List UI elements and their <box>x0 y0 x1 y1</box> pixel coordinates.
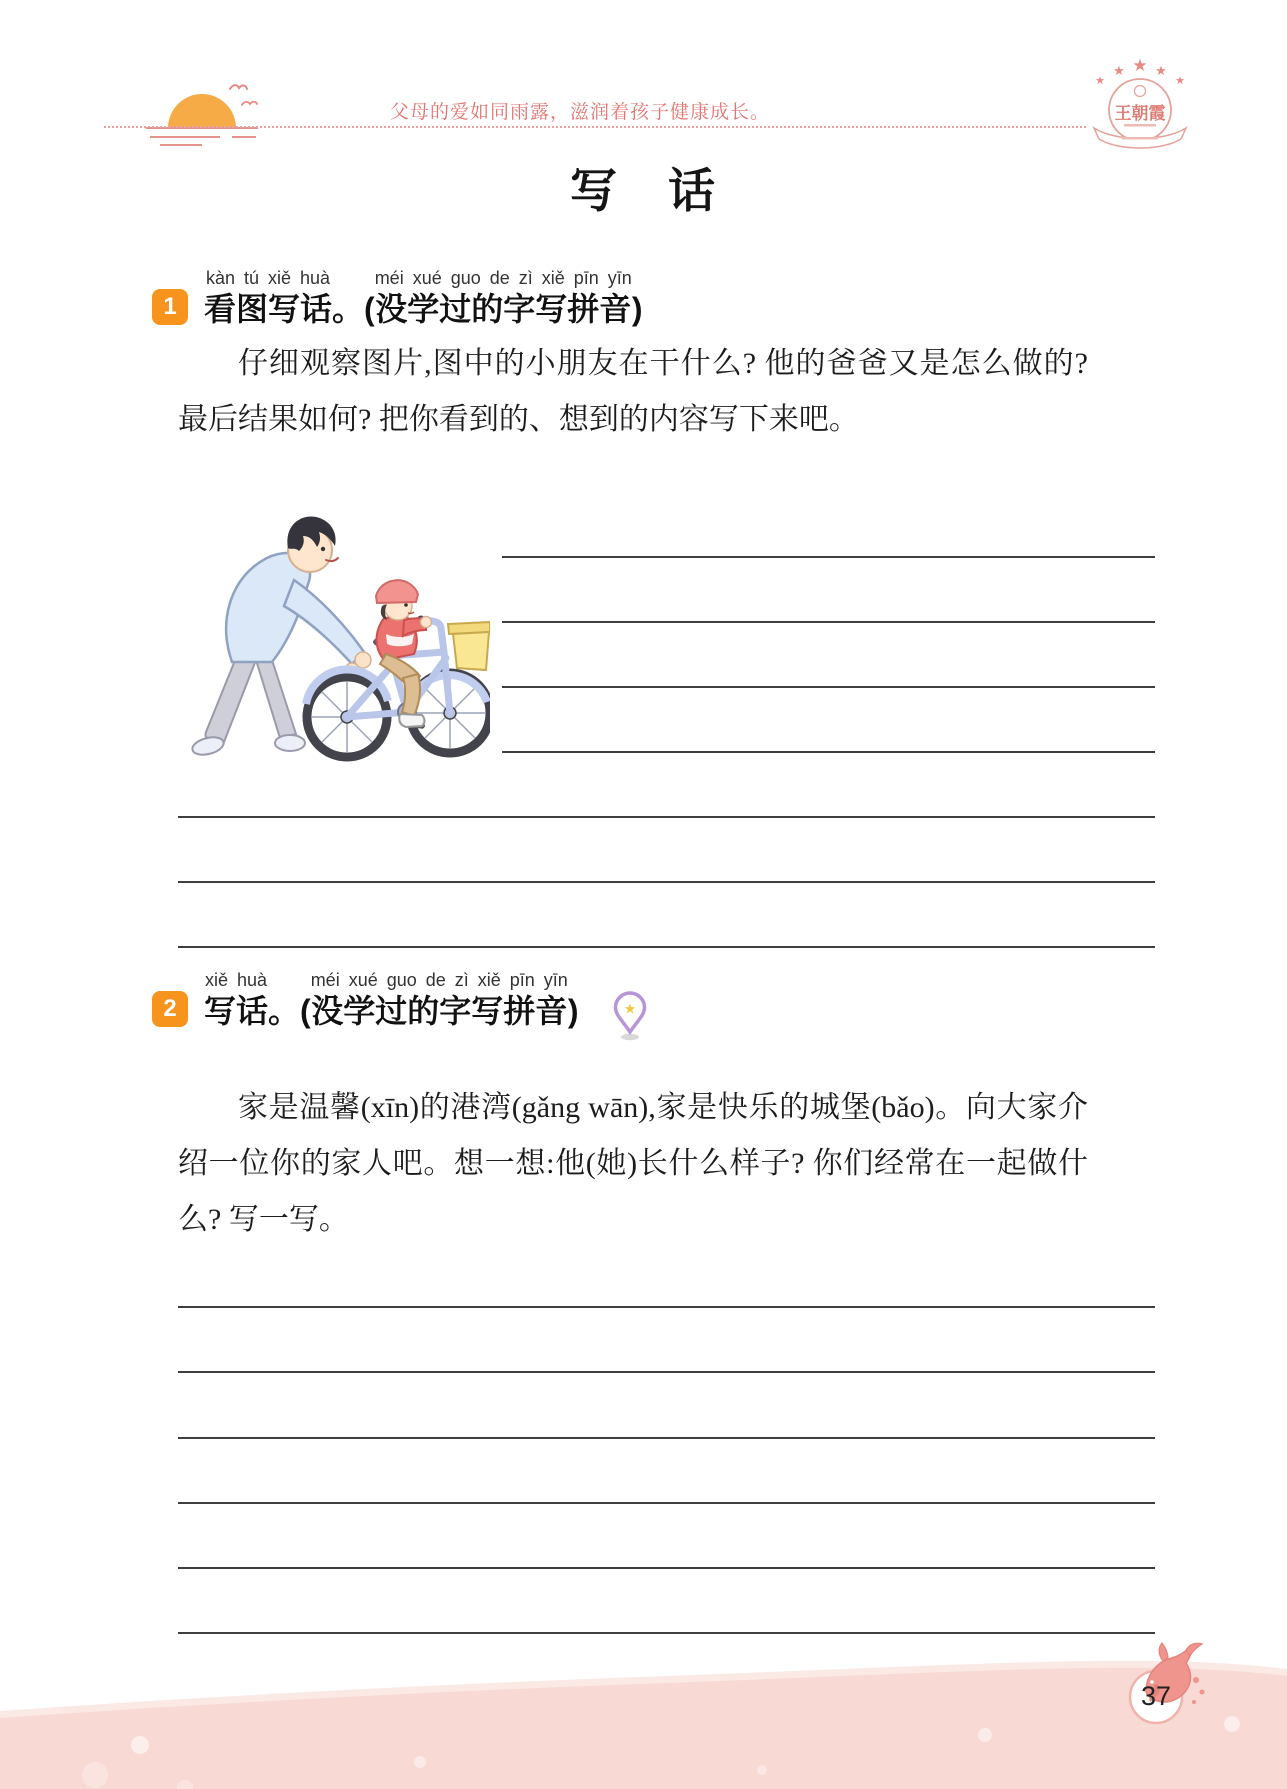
hanzi: 。( <box>332 291 375 327</box>
heading-part <box>268 968 311 1030</box>
writing-line[interactable] <box>178 1437 1155 1439</box>
svg-text:★: ★ <box>1155 63 1167 78</box>
svg-text:★: ★ <box>1132 58 1148 75</box>
section1-instructions: 仔细观察图片,图中的小朋友在干什么? 他的爸爸又是怎么做的? 最后结果如何? 把你看到的、想到的内容写下来吧。 <box>178 347 1088 436</box>
heading-part <box>632 266 643 328</box>
publisher-stamp-icon <box>1082 58 1198 152</box>
writing-line[interactable] <box>178 1502 1155 1504</box>
section2-heading <box>204 968 578 1030</box>
writing-line[interactable] <box>502 621 1155 623</box>
svg-text:★: ★ <box>1175 75 1185 87</box>
heading-part <box>204 968 268 1030</box>
hanzi: 。( <box>268 993 311 1029</box>
pinyin: méi xué guo de zì xiě pīn yīn <box>310 970 568 990</box>
hanzi: ) <box>631 291 643 327</box>
bird-icon <box>230 85 247 89</box>
writing-line[interactable] <box>502 686 1155 688</box>
heading-part <box>204 266 332 328</box>
heading-part <box>568 968 579 1030</box>
section1-heading <box>204 266 642 328</box>
bird-icon <box>242 102 257 105</box>
page-number: 37 <box>1140 1681 1172 1711</box>
writing-line[interactable] <box>502 751 1155 753</box>
footer-wave <box>0 1640 1287 1789</box>
section2-number-badge: 2 <box>152 991 188 1027</box>
header-motto: 父母的爱如同雨露，滋润着孩子健康成长。 <box>390 102 771 123</box>
section1-number-badge: 1 <box>152 289 188 325</box>
heading-part <box>375 266 632 328</box>
writing-line[interactable] <box>178 1306 1155 1308</box>
pinyin: méi xué guo de zì xiě pīn yīn <box>374 268 632 288</box>
writing-line[interactable] <box>178 881 1155 883</box>
location-pin-star-icon <box>612 990 648 1042</box>
svg-text:★: ★ <box>1095 75 1105 87</box>
writing-line[interactable] <box>178 946 1155 948</box>
hanzi: 没学过的字写拼音 <box>311 993 568 1029</box>
sun-over-water-icon <box>146 80 258 152</box>
header-rule <box>104 126 1086 128</box>
section2-instructions: 家是温馨(xīn)的港湾(gǎng wān),家是快乐的城堡(bǎo)。向大家介绍一位你的家人吧。想一想:他(她)长什么样子? 你们经常在一起做什么? 写一写。 <box>178 1091 1088 1236</box>
hanzi: 没学过的字写拼音 <box>375 291 632 327</box>
hanzi: 看图写话 <box>204 291 333 327</box>
page-title: 写 话 <box>570 164 717 217</box>
writing-line[interactable] <box>178 1567 1155 1569</box>
writing-line[interactable] <box>178 1371 1155 1373</box>
pinyin: xiě huà <box>204 970 268 990</box>
writing-line[interactable] <box>178 1632 1155 1634</box>
hanzi: ) <box>567 993 579 1029</box>
svg-text:★: ★ <box>1113 63 1125 78</box>
stamp-name-text: 王朝霞 <box>1114 104 1166 123</box>
star-icon: ★ <box>623 1000 637 1017</box>
hanzi: 写话 <box>204 993 269 1029</box>
helmet <box>376 580 418 603</box>
writing-line[interactable] <box>178 816 1155 818</box>
father-child-bicycle-illustration <box>160 510 490 775</box>
pinyin: kàn tú xiě huà <box>205 268 331 288</box>
heading-part <box>311 968 568 1030</box>
writing-line[interactable] <box>502 556 1155 558</box>
heading-part <box>332 266 375 328</box>
